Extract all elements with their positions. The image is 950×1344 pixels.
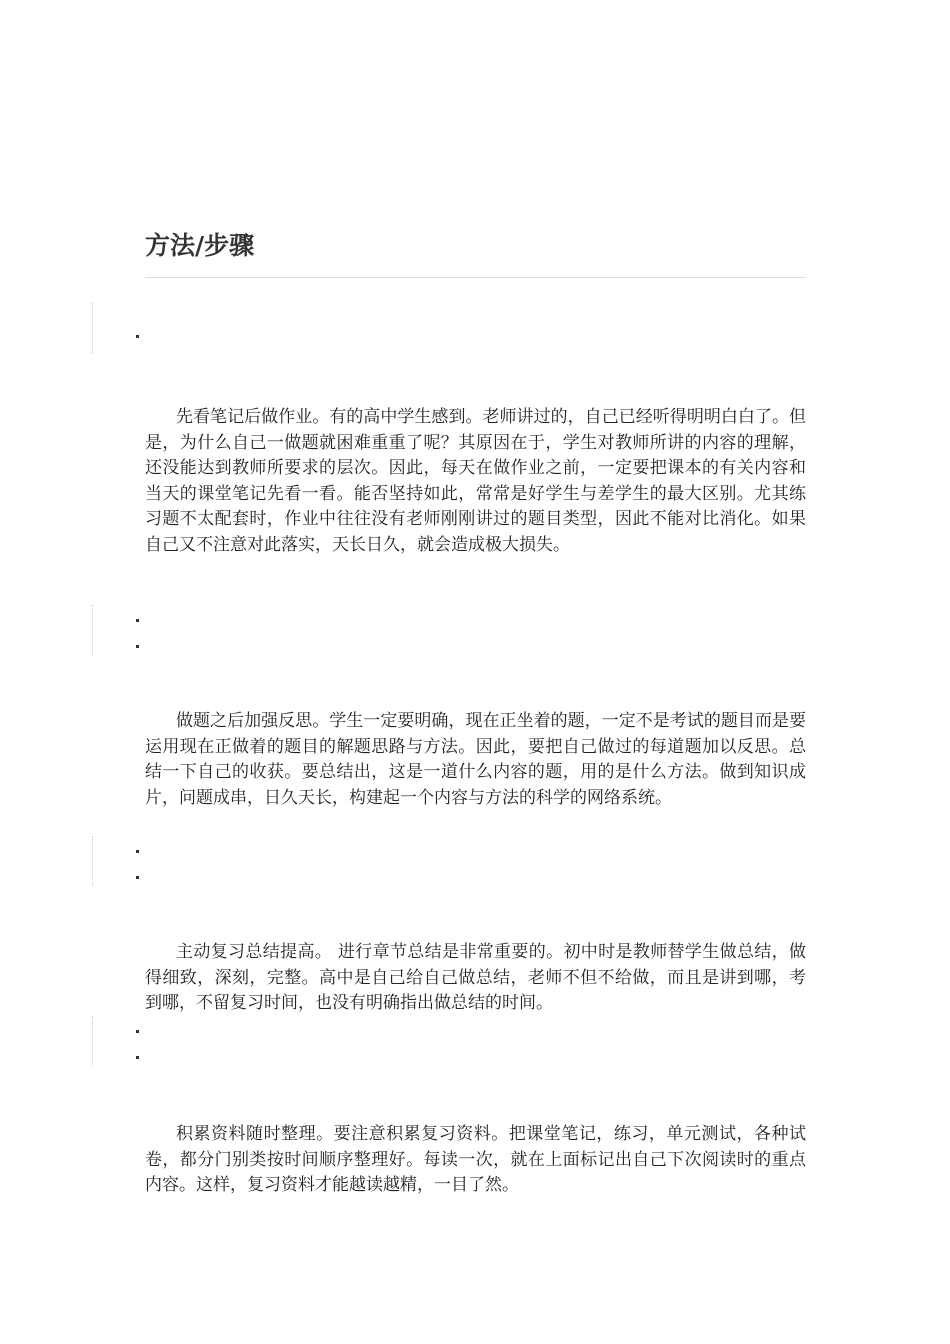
heading-divider bbox=[145, 277, 806, 278]
bullet-dot bbox=[136, 619, 139, 622]
step-paragraph: 主动复习总结提高。 进行章节总结是非常重要的。初中时是教师替学生做总结，做得细致，深刻，完整。高中是自己给自己做总结，老师不但不给做，而且是讲到哪，考到哪，不留复习时间，也没有明确指出做总结的时间。 bbox=[145, 942, 806, 1013]
bullet-dot bbox=[136, 1056, 139, 1059]
section-heading: 方法/步骤 bbox=[145, 231, 255, 260]
bullet-dot bbox=[136, 1030, 139, 1033]
margin-marker-line bbox=[92, 836, 93, 886]
bullet-dot bbox=[136, 876, 139, 879]
bullet-dot bbox=[136, 850, 139, 853]
bullet-dot bbox=[136, 335, 139, 338]
margin-marker-line bbox=[92, 1016, 93, 1066]
bullet-dot bbox=[136, 645, 139, 648]
margin-marker-line bbox=[92, 605, 93, 655]
step-paragraph: 先看笔记后做作业。有的高中学生感到。老师讲过的，自己已经听得明明白白了。但是，为什么自己一做题就困难重重了呢？其原因在于，学生对教师所讲的内容的理解，还没能达到教师所要求的层次。因此，每天在做作业之前，一定要把课本的有关内容和当天的课堂笔记先看一看。能否坚持如此，常常是好学生与差学生的最大区别。尤其练习题不太配套时，作业中往往没有老师刚刚讲过的题目类型，因此不能对比消化。如果自己又不注意对此落实，天长日久，就会造成极大损失。 bbox=[145, 407, 806, 555]
step-paragraph: 做题之后加强反思。学生一定要明确，现在正坐着的题，一定不是考试的题目而是要运用现在正做着的题目的解题思路与方法。因此，要把自己做过的每道题加以反思。总结一下自己的收获。要总结出，这是一道什么内容的题，用的是什么方法。做到知识成片，问题成串，日久天长，构建起一个内容与方法的科学的网络系统。 bbox=[145, 711, 806, 808]
step-paragraph: 积累资料随时整理。要注意积累复习资料。把课堂笔记，练习，单元测试，各种试卷，都分门别类按时间顺序整理好。每读一次，就在上面标记出自己下次阅读时的重点内容。这样，复习资料才能越读越精，一目了然。 bbox=[145, 1124, 806, 1195]
margin-marker-line bbox=[92, 303, 93, 353]
